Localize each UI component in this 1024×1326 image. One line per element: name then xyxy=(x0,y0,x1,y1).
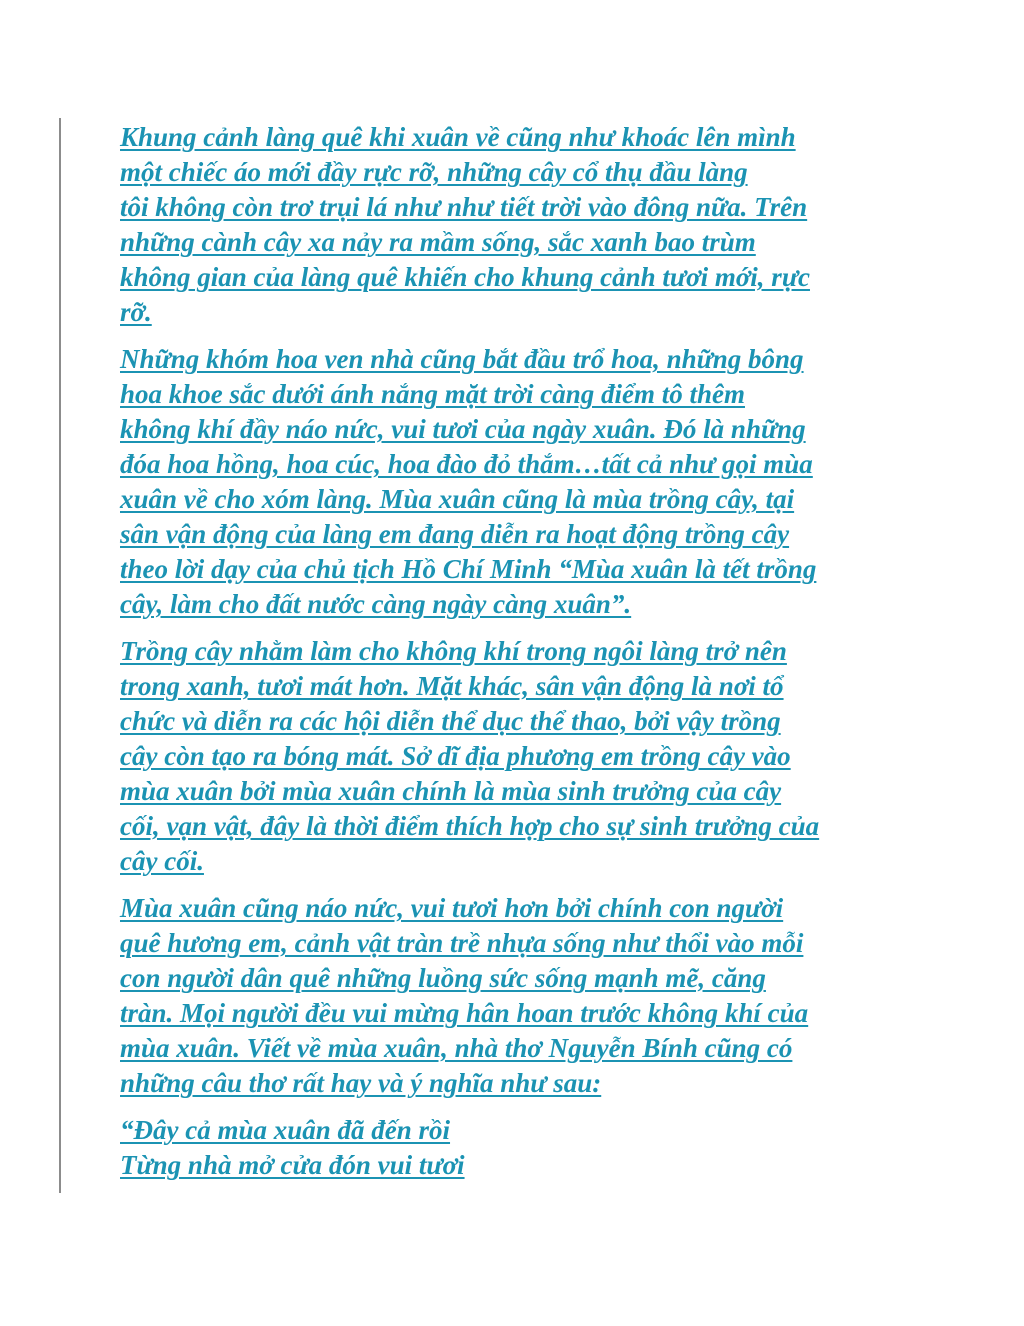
left-margin-rule xyxy=(59,118,61,1193)
document-body xyxy=(120,120,910,1183)
poem-block xyxy=(120,1113,910,1183)
paragraph-flowers-tree-planting[interactable]: Những khóm hoa ven nhà cũng bắt đầu trổ hoa, những bông hoa khoe sắc dưới ánh nắng mặt trời càng điểm tô thêm không khí đầy náo nức, vui tươi của ngày xuân. Đó là những đóa hoa hồng, hoa cúc, hoa đào đỏ thắm…tất cả như gọi mùa xuân về cho xóm làng. Mùa xuân cũng là mùa trồng cây, tại sân vận động của làng em đang diễn ra hoạt động trồng cây theo lời dạy của chủ tịch Hồ Chí Minh “Mùa xuân là tết trồng cây, làm cho đất nước càng ngày càng xuân”. xyxy=(120,344,817,619)
paragraph-countryside-spring[interactable]: Khung cảnh làng quê khi xuân về cũng như khoác lên mình một chiếc áo mới đầy rực rỡ, những cây cổ thụ đầu làng tôi không còn trơ trụi lá như như tiết trời vào đông nữa. Trên những cành cây xa nảy ra mầm sống, sắc xanh bao trùm không gian của làng quê khiến cho khung cảnh tươi mới, rực rỡ. xyxy=(120,122,810,327)
paragraph-people-spring[interactable]: Mùa xuân cũng náo nức, vui tươi hơn bởi chính con người quê hương em, cảnh vật tràn trề nhựa sống như thổi vào mỗi con người dân quê những luồng sức sống mạnh mẽ, căng tràn. Mọi người đều vui mừng hân hoan trước không khí của mùa xuân. Viết về mùa xuân, nhà thơ Nguyễn Bính cũng có những câu thơ rất hay và ý nghĩa như sau: xyxy=(120,893,809,1098)
poem-line[interactable]: Từng nhà mở cửa đón vui tươi xyxy=(120,1150,465,1180)
paragraph-tree-planting-benefits[interactable]: Trồng cây nhằm làm cho không khí trong ngôi làng trở nên trong xanh, tươi mát hơn. Mặt khác, sân vận động là nơi tổ chức và diễn ra các hội diễn thể dục thể thao, bởi vậy trồng cây còn tạo ra bóng mát. Sở dĩ địa phương em trồng cây vào mùa xuân bởi mùa xuân chính là mùa sinh trưởng của cây cối, vạn vật, đây là thời điểm thích hợp cho sự sinh trưởng của cây cối. xyxy=(120,636,820,876)
poem-line[interactable]: “Đây cả mùa xuân đã đến rồi xyxy=(120,1115,451,1145)
